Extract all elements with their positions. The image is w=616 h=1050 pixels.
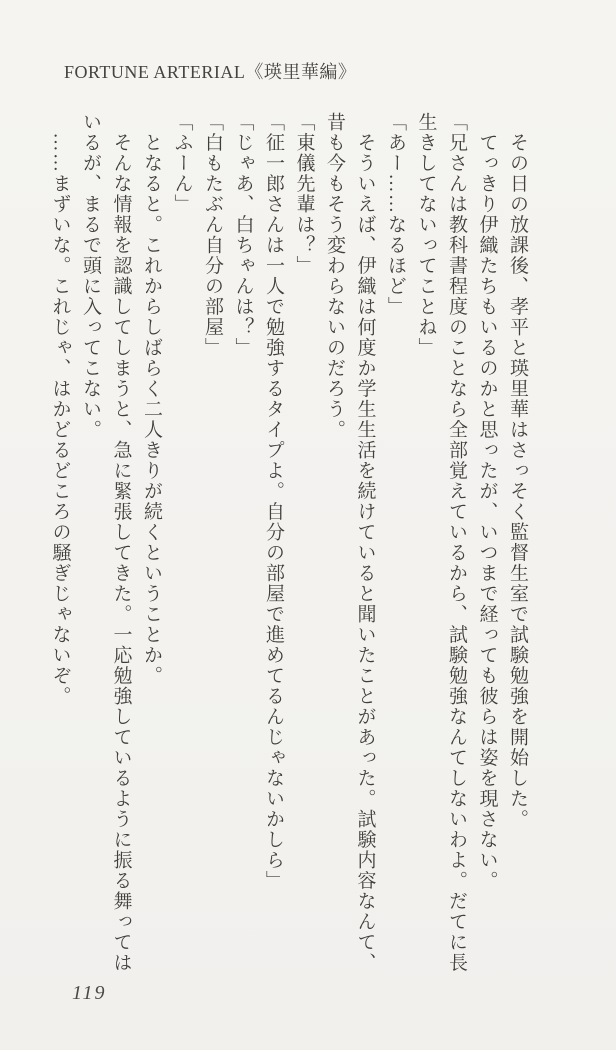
text-column: 「兄さんは教科書程度のことなら全部覚えているから、試験勉強なんてしないわよ。だてに長 xyxy=(446,112,467,973)
text-column: そんな情報を認識してしまうと、急に緊張してきた。一応勉強しているように振る舞っては xyxy=(110,112,132,973)
text-column: 「ふーん」 xyxy=(171,112,193,215)
text-column: 昔も今もそう変わらないのだろう。 xyxy=(324,112,345,440)
page-number: 119 xyxy=(72,982,107,1004)
text-column: となると。これからしばらく二人きりが続くということか。 xyxy=(141,112,162,686)
text-column: いるが、まるで頭に入ってこない。 xyxy=(80,112,101,440)
text-column: ……まずいな。これじゃ、はかどるどころの騒ぎじゃないぞ。 xyxy=(49,112,71,707)
text-column: 「白もたぶん自分の部屋」 xyxy=(202,112,223,358)
text-column: てっきり伊織たちもいるのかと思ったが、いつまで経っても彼らは姿を現さない。 xyxy=(476,112,498,891)
text-column: その日の放課後、孝平と瑛里華はさっそく監督生室で試験勉強を開始した。 xyxy=(507,112,528,830)
book-header-title: FORTUNE ARTERIAL《瑛里華編》 xyxy=(64,62,357,82)
text-block xyxy=(44,112,532,977)
text-column: 「東儀先輩は？」 xyxy=(293,112,315,276)
text-column: そういえば、伊織は何度か学生生活を続けていると聞いたことがあった。試験内容なんて、 xyxy=(354,112,376,973)
text-column: 「じゃあ、白ちゃんは？」 xyxy=(232,112,254,358)
text-column: 「あー……なるほど」 xyxy=(385,112,406,317)
text-column: 生きしてないってことね」 xyxy=(415,112,437,358)
text-column: 「征一郎さんは一人で勉強するタイプよ。自分の部屋で進めてるんじゃないかしら」 xyxy=(263,112,284,891)
